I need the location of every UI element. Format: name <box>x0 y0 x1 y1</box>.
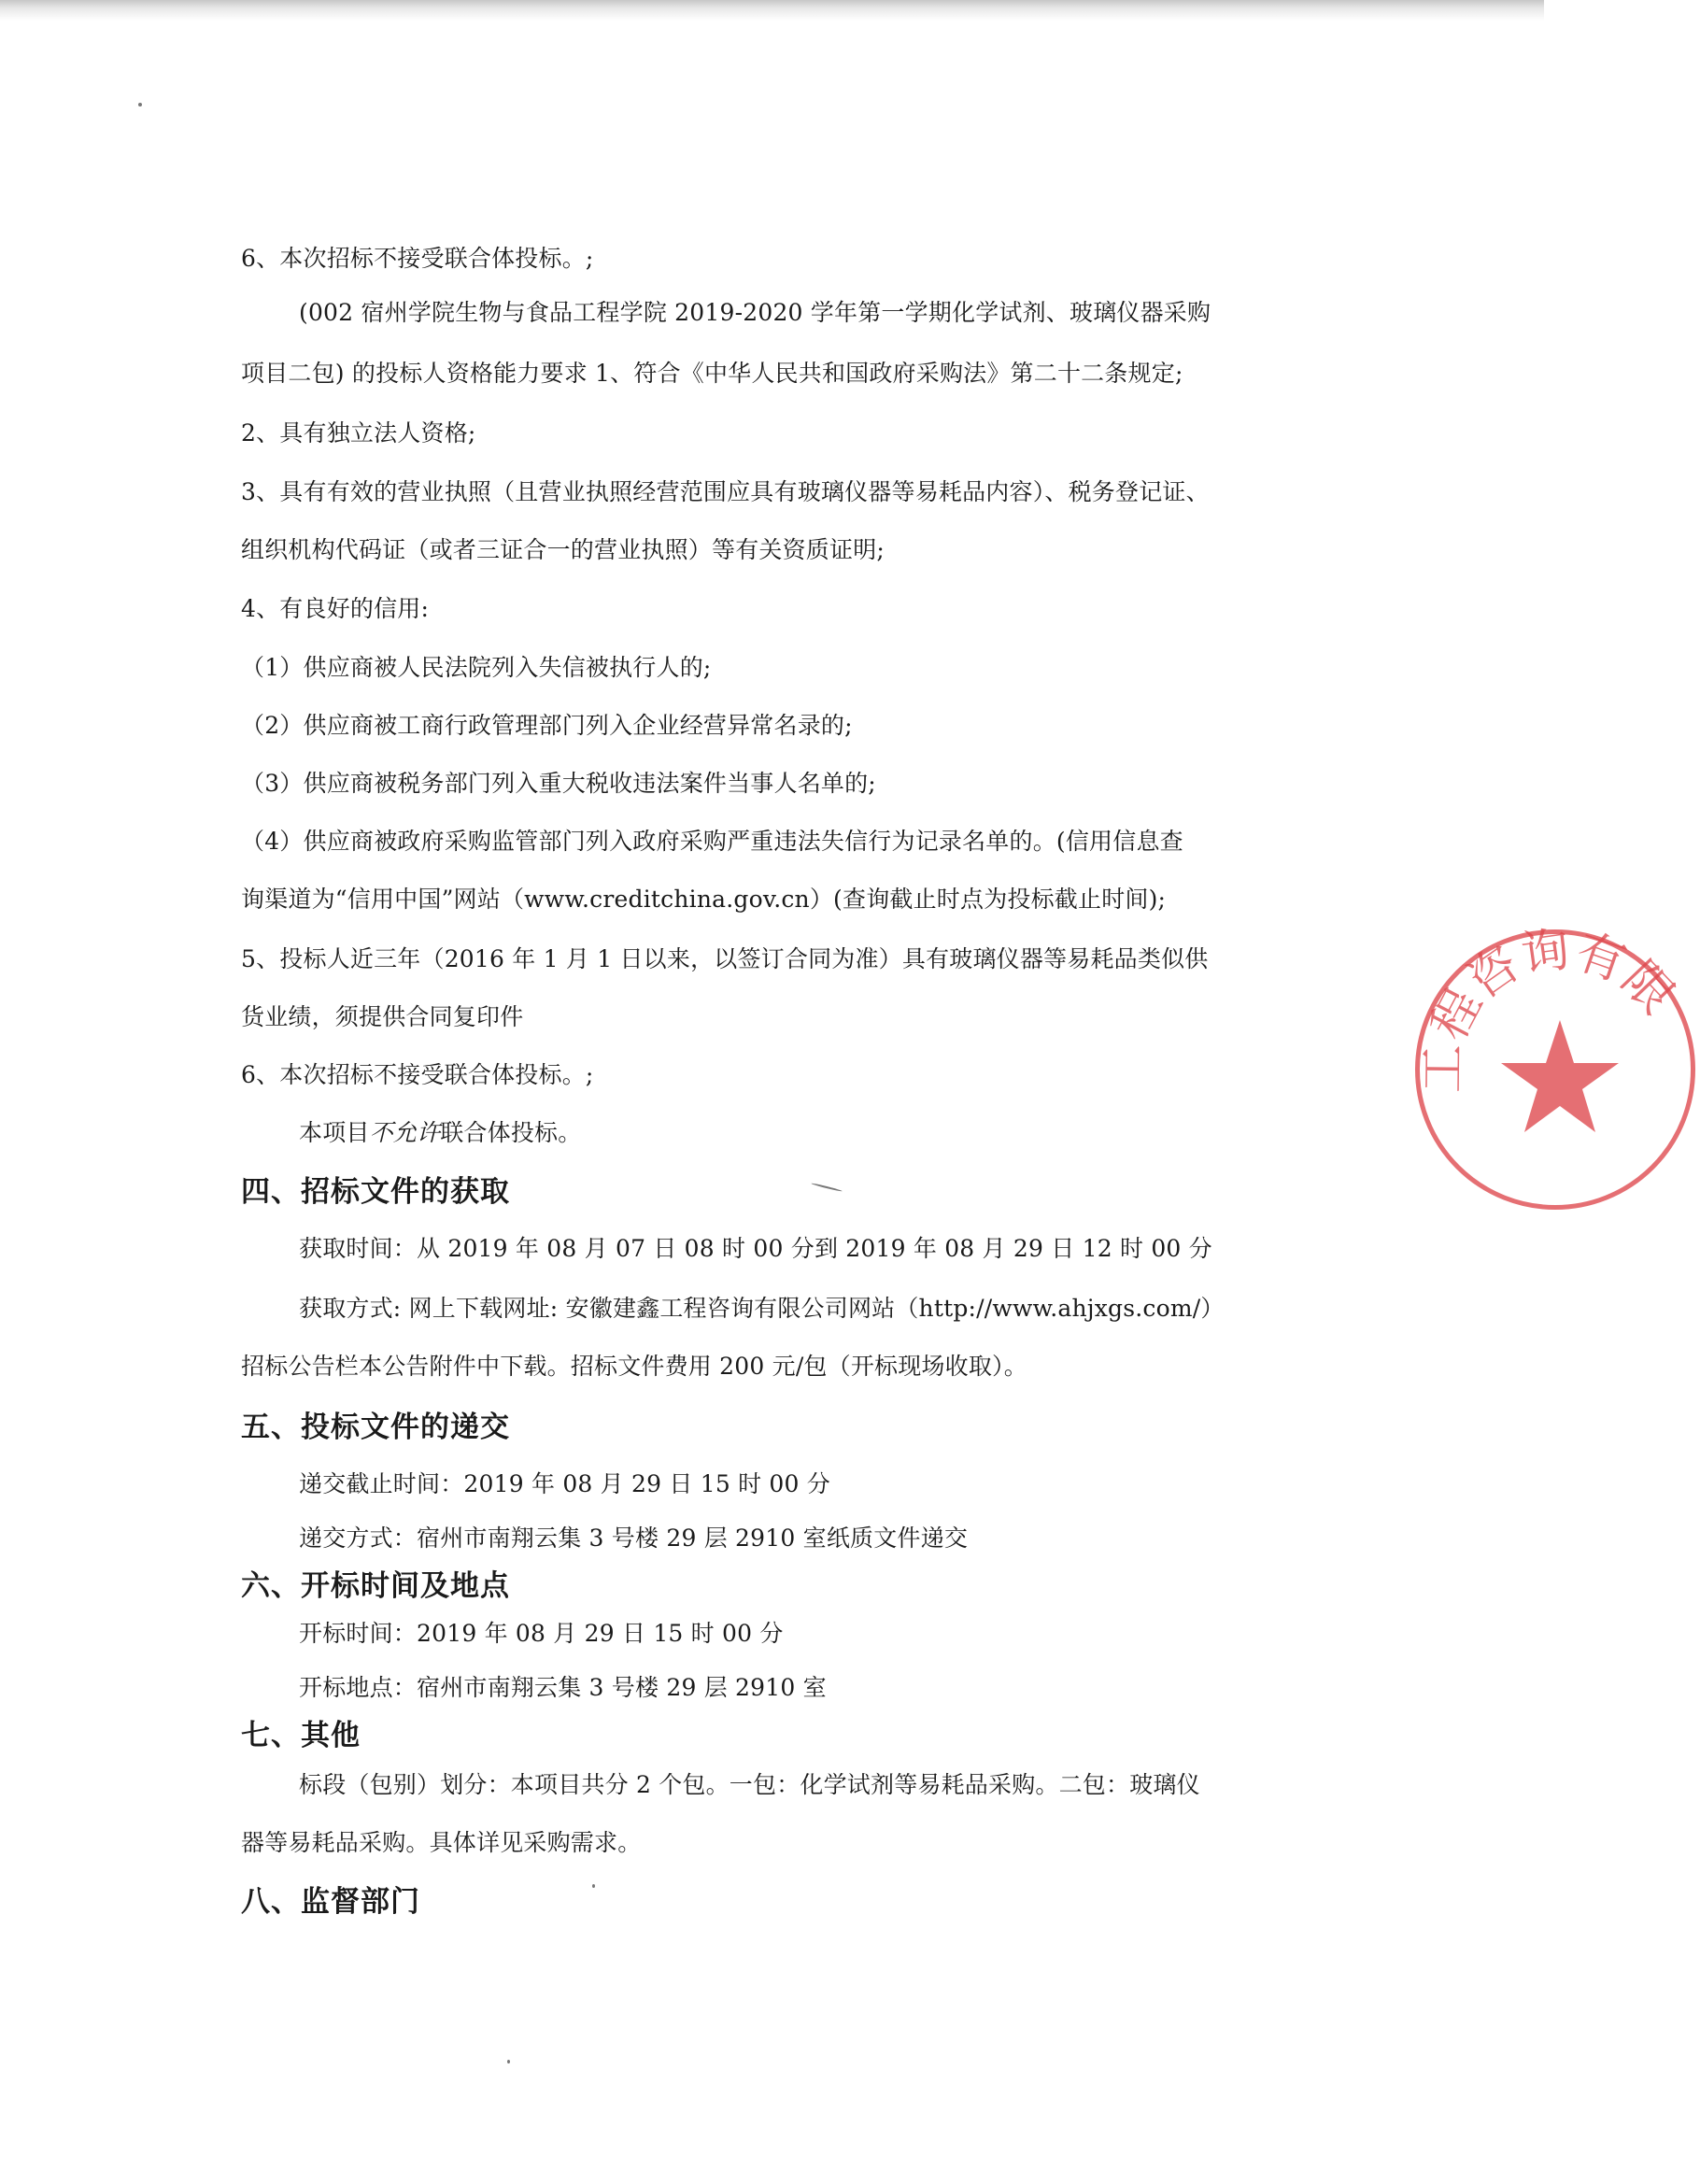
section-heading-5: 五、投标文件的递交 <box>241 1411 510 1444</box>
seal-graphic <box>1395 890 1700 1214</box>
doc-line: 项目二包) 的投标人资格能力要求 1、符合《中华人民共和国政府采购法》第二十二条规定; <box>241 360 1183 387</box>
doc-line: （4）供应商被政府采购监管部门列入政府采购严重违法失信行为记录名单的。(信用信息查 <box>241 828 1183 855</box>
doc-line: 器等易耗品采购。具体详见采购需求。 <box>241 1829 642 1856</box>
doc-line-mixed <box>299 1117 581 1149</box>
doc-line: (002 宿州学院生物与食品工程学院 2019-2020 学年第一学期化学试剂、玻璃仪器采购 <box>299 299 1211 326</box>
section-heading-4: 四、招标文件的获取 <box>241 1175 510 1209</box>
doc-line: 开标时间：2019 年 08 月 29 日 15 时 00 分 <box>299 1620 784 1647</box>
doc-line: 4、有良好的信用: <box>241 595 430 622</box>
scan-speck <box>138 103 142 106</box>
doc-line: （3）供应商被税务部门列入重大税收违法案件当事人名单的; <box>241 770 876 797</box>
doc-line: 组织机构代码证（或者三证合一的营业执照）等有关资质证明; <box>241 536 885 563</box>
doc-line: （1）供应商被人民法院列入失信被执行人的; <box>241 654 712 681</box>
doc-text: 本项目 <box>299 1119 370 1146</box>
section-heading-7: 七、其他 <box>241 1719 361 1752</box>
doc-line: 5、投标人近三年（2016 年 1 月 1 日以来，以签订合同为准）具有玻璃仪器等易耗品类似供 <box>241 945 1209 972</box>
doc-line: 标段（包别）划分：本项目共分 2 个包。一包：化学试剂等易耗品采购。二包：玻璃仪 <box>299 1771 1200 1798</box>
seal-text-path: 工程咨询有限公司 <box>1395 890 1685 1094</box>
scan-speck <box>507 2060 510 2063</box>
company-seal <box>1395 890 1695 1210</box>
doc-line: 6、本次招标不接受联合体投标。; <box>241 245 594 272</box>
seal-star-icon <box>1501 1020 1619 1132</box>
doc-line: 货业绩，须提供合同复印件 <box>241 1003 524 1030</box>
doc-line: 递交截止时间：2019 年 08 月 29 日 15 时 00 分 <box>299 1470 830 1497</box>
doc-line: 招标公告栏本公告附件中下载。招标文件费用 200 元/包（开标现场收取）。 <box>241 1353 1027 1380</box>
section-heading-8: 八、监督部门 <box>241 1885 420 1919</box>
doc-line: 开标地点：宿州市南翔云集 3 号楼 29 层 2910 室 <box>299 1674 827 1701</box>
doc-line: 获取方式: 网上下载网址: 安徽建鑫工程咨询有限公司网站（http://www.ahjxgs.com/） <box>299 1295 1225 1322</box>
section-heading-6: 六、开标时间及地点 <box>241 1569 510 1603</box>
doc-line: （2）供应商被工商行政管理部门列入企业经营异常名录的; <box>241 712 853 739</box>
doc-line: 递交方式：宿州市南翔云集 3 号楼 29 层 2910 室纸质文件递交 <box>299 1525 969 1552</box>
doc-line: 3、具有有效的营业执照（且营业执照经营范围应具有玻璃仪器等易耗品内容）、税务登记证、 <box>241 478 1210 505</box>
doc-text: 联合体投标。 <box>440 1119 582 1146</box>
doc-text-italic: 不允许 <box>369 1119 441 1146</box>
doc-line: 6、本次招标不接受联合体投标。; <box>241 1061 594 1088</box>
doc-line: 获取时间：从 2019 年 08 月 07 日 08 时 00 分到 2019 年 08 月 29 日 12 时 00 分 <box>299 1235 1212 1262</box>
doc-line: 询渠道为“信用中国”网站（www.creditchina.gov.cn）(查询截止时点为投标截止时间); <box>241 886 1167 913</box>
scan-speck <box>811 1183 842 1192</box>
doc-line: 2、具有独立法人资格; <box>241 419 476 447</box>
scan-speck <box>592 1884 595 1888</box>
